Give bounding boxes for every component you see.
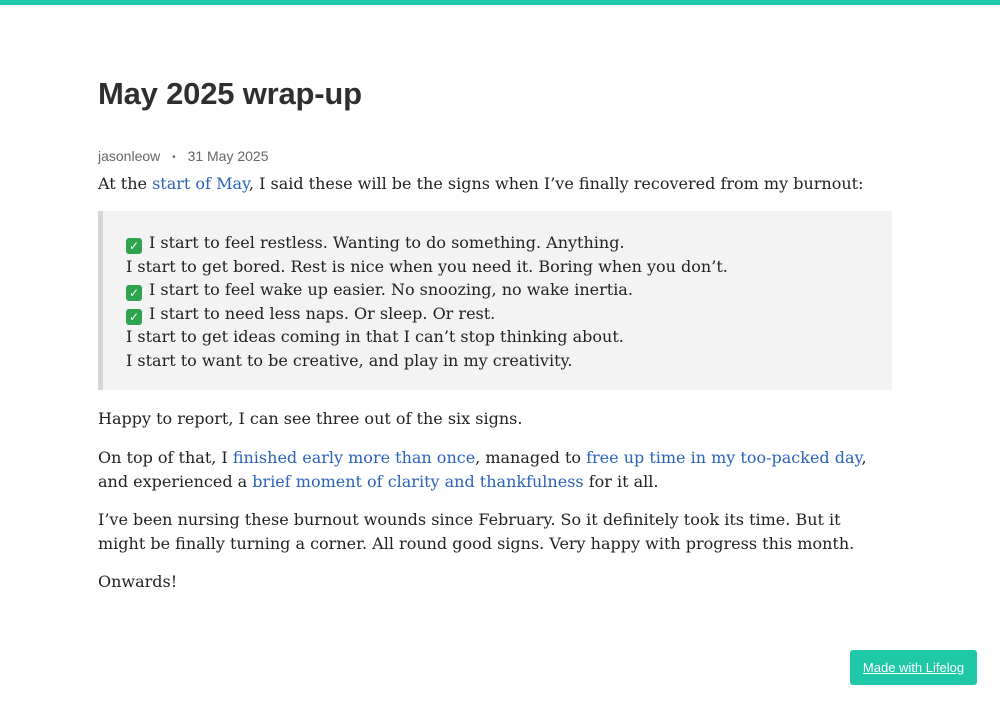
quote-line-3: [126, 278, 892, 302]
free-up-time-link[interactable]: free up time in my too-packed day: [586, 448, 862, 467]
progress-text-1: On top of that, I: [98, 448, 233, 467]
intro-text-1: At the: [98, 174, 153, 193]
progress-text-4: for it all.: [583, 471, 659, 491]
finished-early-link[interactable]: finished early more than once: [232, 448, 476, 467]
paragraph-burnout: I’ve been nursing these burnout wounds since February. So it definitely took its time. But it might be finally turning a corner. All round good signs. Very happy with progress this month.: [98, 510, 855, 553]
check-mark-icon: ✓: [126, 285, 142, 301]
paragraph-progress: [98, 446, 892, 493]
quote-line-text: I start to need less naps. Or sleep. Or rest.: [149, 303, 496, 323]
intro-text-2: , I said these will be the signs when I’ve finally recovered from my burnout:: [248, 174, 864, 193]
made-with-lifelog-button[interactable]: Made with Lifelog: [850, 650, 977, 685]
author-name[interactable]: jasonleow: [98, 148, 161, 164]
start-of-may-link[interactable]: start of May: [152, 174, 249, 193]
progress-text-3: , and experienced a: [98, 448, 867, 491]
quote-line-text: I start to want to be creative, and play in my creativity.: [126, 350, 573, 370]
post-date: 31 May 2025: [187, 148, 269, 164]
quote-line-text: I start to feel wake up easier. No snoozing, no wake inertia.: [149, 280, 633, 299]
quote-line-1: [126, 231, 892, 255]
check-mark-icon: ✓: [126, 238, 142, 254]
quote-line-text: I start to get ideas coming in that I can’t stop thinking about.: [126, 327, 624, 346]
intro-paragraph: [98, 172, 892, 196]
quote-line-text: I start to get bored. Rest is nice when you need it. Boring when you don’t.: [126, 256, 728, 276]
progress-text-2: , managed to: [475, 448, 587, 467]
clarity-thankfulness-link[interactable]: brief moment of clarity and thankfulness: [252, 471, 584, 491]
quote-line-4: [126, 302, 892, 326]
quote-line-5: [126, 325, 892, 349]
paragraph-onwards: Onwards!: [98, 572, 178, 591]
quote-line-2: [126, 255, 892, 279]
quote-line-6: [126, 349, 892, 373]
signs-blockquote: [98, 211, 892, 390]
top-accent-bar: [0, 0, 1000, 5]
paragraph-signs-report: Happy to report, I can see three out of the six signs.: [98, 409, 523, 428]
check-mark-icon: ✓: [126, 309, 142, 325]
post-title: May 2025 wrap-up: [98, 76, 362, 111]
meta-separator: •: [172, 152, 176, 163]
quote-line-text: I start to feel restless. Wanting to do something. Anything.: [149, 233, 625, 252]
post-meta: [98, 148, 269, 164]
